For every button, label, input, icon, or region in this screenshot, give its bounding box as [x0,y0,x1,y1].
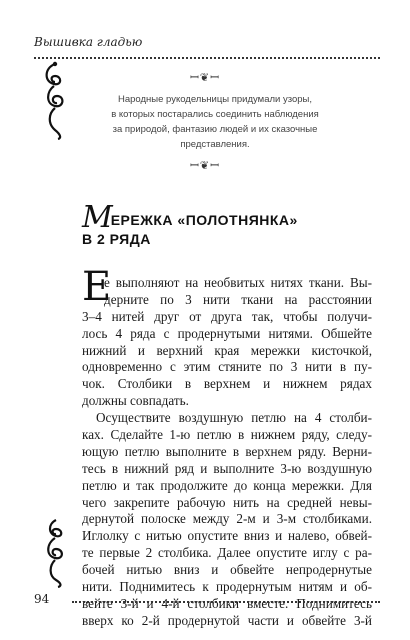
body-line: чок. Столбики в верхнем и нижнем рядах [82,376,372,392]
body-line: ющую петлю выполните в верхнем ряду. Верни- [82,443,372,459]
body-text [82,264,372,630]
body-line: нити. Поднимитесь к продернутым нитям и об- [82,579,372,595]
page-number: 94 [34,592,50,606]
body-line: те первые 2 столбика. Далее опустите иглу с ра- [82,545,372,561]
epigraph-line: за природой, фантазию людей и их сказочные [112,124,318,135]
epigraph-ornament-top: ꟷ❦ꟷ [189,71,221,84]
body-line: чего закрепите рабочую нить на средней невы- [82,494,372,510]
heading-line2: В 2 РЯДА [82,231,151,247]
epigraph-line: в которых постарались соединить наблюдения [111,109,319,120]
body-line: дернутой полоске между 2-м и 3-м столбиками. [82,511,372,527]
epigraph-line: Народные рукодельницы придумали узоры, [117,94,313,105]
body-line: Иглолку с нитью опустите вниз и налево, обвей- [82,528,372,544]
body-line: 3–4 нитей друг от друга так, чтобы получи- [82,308,372,324]
body-line: тесь в нижний ряд и выполните 3-ю воздушную [82,460,372,476]
body-line: бочей нитью вниз и обвейте непродернутые [82,562,372,578]
heading-line1: ЕРЕЖКА «ПОЛОТНЯНКА» [110,212,298,228]
body-line: вверх ко 2-й продернутой части и обвейте 3-й [82,612,372,628]
body-line: петлю и так продолжите до конца мережки. Для [82,477,372,493]
bottom-dotted-rule [72,601,380,603]
bottom-flourish-ornament [40,518,70,588]
top-dotted-rule [34,57,380,59]
running-head: Вышивка гладью [34,35,143,49]
body-line: лось 4 ряда с продернутыми нитями. Обшейте [82,325,372,341]
epigraph-line: представления. [180,139,250,150]
body-line: е выполняют на необвитых нитях ткани. Вы- [104,275,372,290]
body-line: одновременно с этим стяните по 3 нити в пу- [82,359,372,375]
section-heading [82,200,298,247]
body-line: дерните по 3 нити ткани на расстоянии [104,291,372,307]
body-line: Осуществите воздушную петлю на 4 столби- [96,410,372,426]
drop-cap: Е [82,264,112,310]
body-line: нижний и верхний края мережки кисточкой, [82,342,372,358]
body-line: вейте 3-й и 4-й столбики вместе. Поднимитесь [82,595,372,611]
body-line: ках. Сделайте 1-ю петлю в нижнем ряду, следу- [82,427,372,443]
body-line: должны совпадать. [82,393,189,409]
heading-initial: М [82,200,113,235]
epigraph [100,92,330,152]
epigraph-ornament-bottom: ꟷ❦ꟷ [189,159,221,172]
